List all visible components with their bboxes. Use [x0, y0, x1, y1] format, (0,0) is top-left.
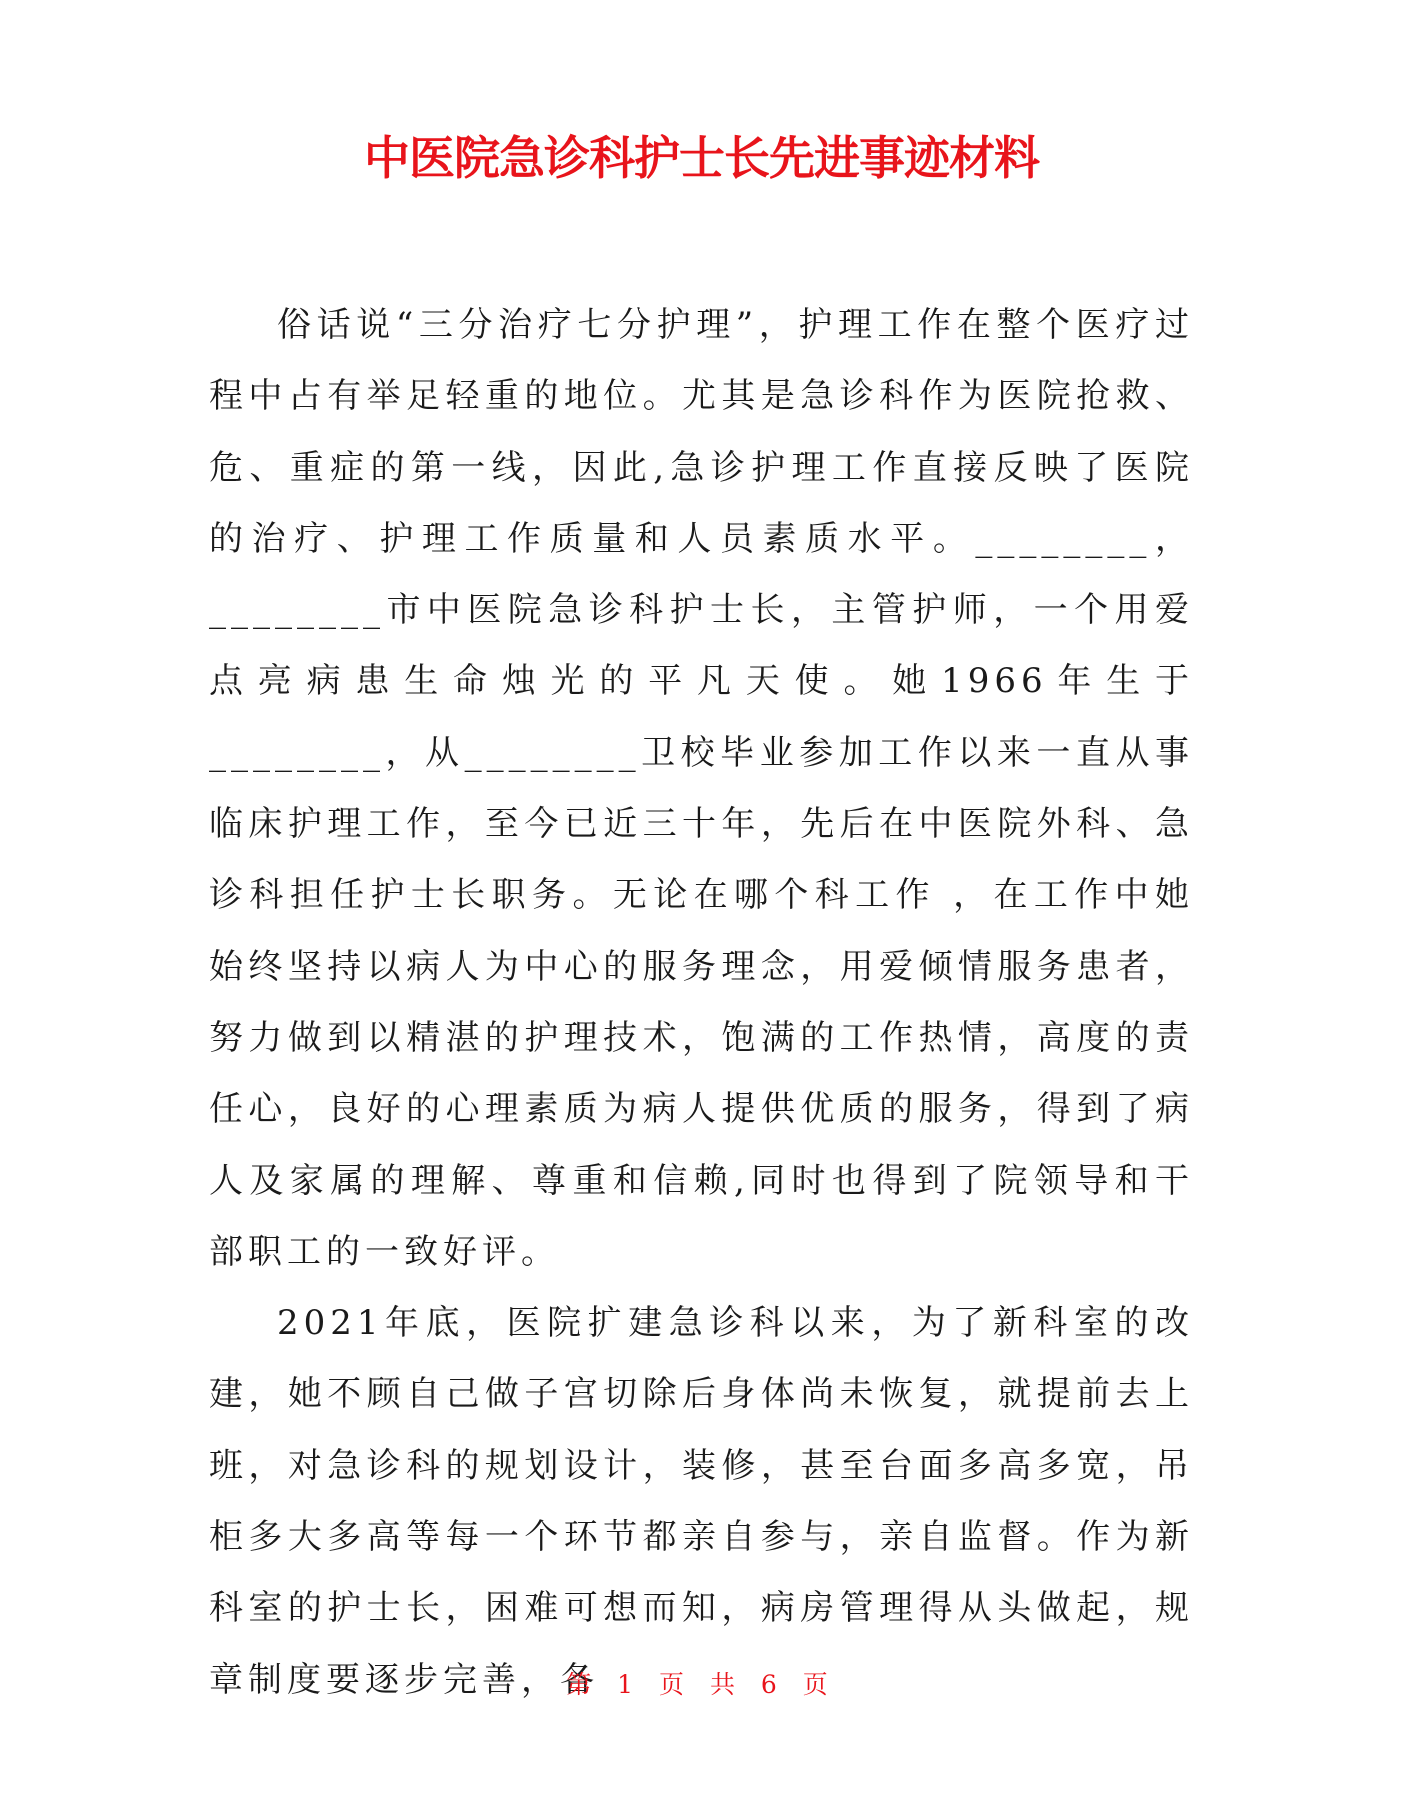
- paragraph-2: 2021年底，医院扩建急诊科以来，为了新科室的改建，她不顾自己做子宫切除后身体尚未恢复，就提前去上班，对急诊科的规划设计，装修，甚至台面多高多宽，吊柜多大多高等每一个环节都亲自参与，亲自监督。作为新科室的护士长，困难可想而知，病房管理得从头做起，规章制度要逐步完善，各: [209, 1303, 1194, 1700]
- page-footer: 第 1 页 共 6 页: [566, 1670, 837, 1699]
- document-body: [209, 290, 1194, 1716]
- paragraph-1: 俗话说“三分治疗七分护理”，护理工作在整个医疗过程中占有举足轻重的地位。尤其是急诊科作为医院抢救、危、重症的第一线，因此,急诊护理工作直接反映了医院的治疗、护理工作质量和人员素质水平。________，________市中医院急诊科护士长，主管护师，一个用爱点亮病患生命烛光的平凡天使。她1966年生于________，从________卫校毕业参加工作以来一直从事临床护理工作，至今已近三十年，先后在中医院外科、急诊科担任护士长职务。无论在哪个科工作 ，在工作中她始终坚持以病人为中心的服务理念，用爱倾情服务患者，努力做到以精湛的护理技术，饱满的工作热情，高度的责任心，良好的心理素质为病人提供优质的服务，得到了病人及家属的理解、尊重和信赖,同时也得到了院领导和干部职工的一致好评。: [209, 305, 1194, 1272]
- document-title: 中医院急诊科护士长先进事迹材料: [364, 131, 1039, 185]
